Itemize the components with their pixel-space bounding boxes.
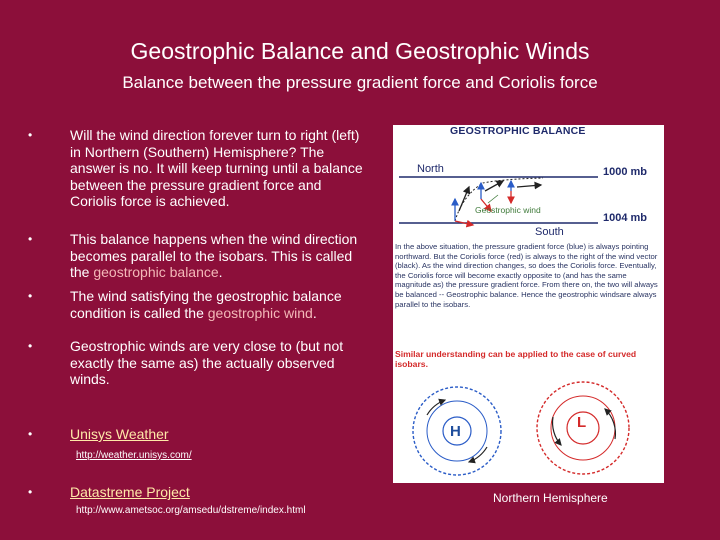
unisys-weather-link[interactable]: Unisys Weather xyxy=(70,426,169,442)
slide-title: Geostrophic Balance and Geostrophic Winds xyxy=(130,38,590,64)
low-label: L xyxy=(577,414,587,431)
bullet-item xyxy=(28,231,368,288)
bullet-item xyxy=(28,127,368,231)
bullet-text-end: . xyxy=(218,264,223,280)
bullet-text-end: . xyxy=(312,304,317,321)
bullet-text: The wind satisfying the geostrophic balance condition is called the xyxy=(70,288,342,321)
bullet-item xyxy=(28,426,368,443)
bullet-marker: • xyxy=(28,339,33,353)
wind-arrow xyxy=(459,187,469,211)
slide-subtitle: Balance between the pressure gradient force and Coriolis force xyxy=(122,73,598,92)
unisys-url[interactable]: http://weather.unisys.com/ xyxy=(76,450,192,461)
wind-arrow xyxy=(517,185,541,187)
high-label: H xyxy=(450,423,461,440)
south-label: South xyxy=(535,226,564,238)
bullet-marker: • xyxy=(28,485,33,499)
highlight-term: geostrophic balance xyxy=(93,264,219,280)
geostrophic-balance-figure xyxy=(393,125,664,483)
isobar-label-1000: 1000 mb xyxy=(603,166,648,178)
north-label: North xyxy=(417,163,444,175)
leader-line xyxy=(488,195,498,203)
datastreme-url[interactable]: http://www.ametsoc.org/amsedu/dstreme/index.html xyxy=(76,505,306,516)
bullet-marker: • xyxy=(28,289,33,303)
bullet-text: Will the wind direction forever turn to right (left) in Northern (Southern) Hemisphere? The answer is no. It will keep turning until a balance between the pressure gradient force and Coriolis force is achieved. xyxy=(70,127,363,209)
isobar-label-1004: 1004 mb xyxy=(603,212,648,224)
bullet-list xyxy=(28,127,368,398)
bullet-marker: • xyxy=(28,427,33,441)
bullet-marker: • xyxy=(28,128,33,142)
figure-explanation: In the above situation, the pressure gradient force (blue) is always pointing northward. But the Coriolis force (red) is always to the right of the wind vector (black). As the wind direction changes, so does the Coriolis force. Eventually, the Coriolis force will become exactly opposite to (and has the same magnitude as) the pressure gradient force. From there on, the two will always be balanced -- Geostrophic balance. Hence the geostrophic windsare always parallel to the isobars. xyxy=(395,242,658,309)
figure-note: Similar understanding can be applied to the case of curved isobars. xyxy=(395,349,637,370)
figure-caption: Northern Hemisphere xyxy=(493,491,608,505)
geostrophic-wind-label: Geostrophic wind xyxy=(475,205,541,215)
bullet-item xyxy=(28,484,368,501)
bullet-item xyxy=(28,338,368,398)
bullet-marker: • xyxy=(28,232,33,246)
datastreme-link[interactable]: Datastreme Project xyxy=(70,484,190,500)
bullet-text: Geostrophic winds are very close to (but not exactly the same as) the actually observed winds. xyxy=(70,338,344,387)
figure-heading: GEOSTROPHIC BALANCE xyxy=(450,125,586,137)
bullet-item xyxy=(28,288,368,338)
highlight-term: geostrophic wind xyxy=(207,304,313,321)
bullet-text: This balance happens when the wind direction becomes parallel to the isobars. This is called the xyxy=(70,231,358,280)
